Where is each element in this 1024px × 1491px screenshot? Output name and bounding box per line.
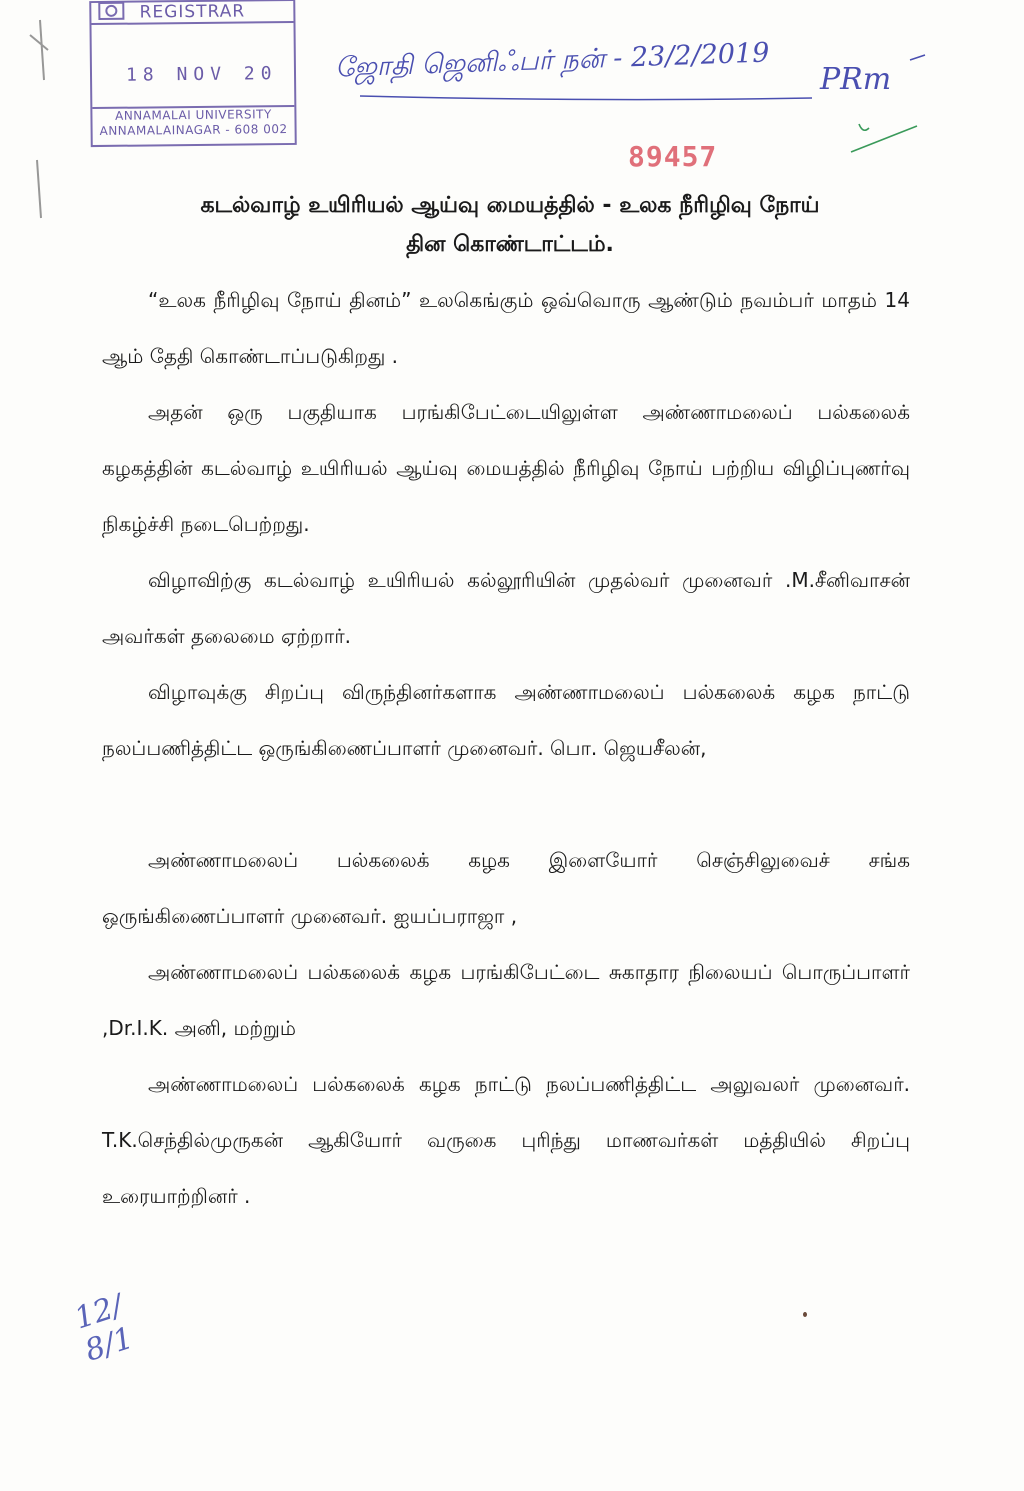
paragraph-text: விழாவிற்கு கடல்வாழ் உயிரியல் கல்லூரியின் முதல்வர் முனைவர் .M.சீனிவாசன் அவர்கள் தலைமை ஏற்றார். bbox=[102, 568, 910, 648]
paragraph-text: அண்ணாமலைப் பல்கலைக் கழக நாட்டு நலப்பணித்திட்ட அலுவலர் முனைவர். T.K.செந்தில்முருகன் ஆகியோர் வருகை புரிந்து மாணவர்கள் மத்தியில் சிறப்பு உரையாற்றினர் . bbox=[102, 1072, 910, 1208]
ink-dot bbox=[803, 1312, 807, 1317]
paragraph-2 bbox=[102, 384, 910, 552]
reference-number: 89457 bbox=[628, 140, 718, 173]
stamp-title: REGISTRAR bbox=[139, 1, 246, 23]
paragraph-3 bbox=[102, 552, 910, 664]
paragraph-5 bbox=[102, 832, 910, 944]
title-line-1: கடல்வாழ் உயிரியல் ஆய்வு மையத்தில் - உலக நீரிழிவு நோய் bbox=[200, 193, 820, 218]
document-title bbox=[100, 186, 920, 264]
title-line-2: தின கொண்டாட்டம். bbox=[406, 232, 614, 257]
paragraph-6 bbox=[102, 944, 910, 1056]
stamp-university-line1: ANNAMALAI UNIVERSITY bbox=[115, 107, 272, 123]
paragraph-text: விழாவுக்கு சிறப்பு விருந்தினர்களாக அண்ணாமலைப் பல்கலைக் கழக நாட்டு நலப்பணித்திட்ட ஒருங்கிணைப்பாளர் முனைவர். பொ. ஜெயசீலன், bbox=[102, 680, 910, 760]
paragraph-4 bbox=[102, 664, 910, 776]
paragraph-7 bbox=[102, 1056, 910, 1224]
paragraph-text: அண்ணாமலைப் பல்கலைக் கழக இளையோர் செஞ்சிலுவைச் சங்க ஒருங்கிணைப்பாளர் முனைவர். ஐயப்பராஜா , bbox=[102, 848, 910, 928]
bottom-handwritten-note bbox=[71, 1289, 138, 1369]
handwritten-initials: PRm bbox=[820, 62, 892, 97]
green-check-mark bbox=[845, 108, 925, 158]
paragraph-text: “உலக நீரிழிவு நோய் தினம்” உலகெங்கும் ஒவ்வொரு ஆண்டும் நவம்பர் மாதம் 14 ஆம் தேதி கொண்டாப்படுகிறது . bbox=[102, 288, 910, 368]
stamp-university-line2: ANNAMALAINAGAR - 608 002 bbox=[99, 122, 288, 138]
bottom-note-line1: 12/ bbox=[70, 1288, 128, 1337]
stamp-date: 18 NOV 20 bbox=[125, 63, 278, 86]
paragraph-1 bbox=[102, 272, 910, 384]
paragraph-text: அதன் ஒரு பகுதியாக பரங்கிபேட்டையிலுள்ள அண்ணாமலைப் பல்கலைக் கழகத்தின் கடல்வாழ் உயிரியல் ஆய்வு மையத்தில் நீரிழிவு நோய் பற்றிய விழிப்புணர்வு நிகழ்ச்சி நடைபெற்றது. bbox=[102, 400, 910, 536]
paragraph-text: அண்ணாமலைப் பல்கலைக் கழக பரங்கிபேட்டை சுகாதார நிலையப் பொருப்பாளர் ,Dr.I.K. அனி, மற்றும் bbox=[102, 960, 910, 1040]
bottom-note-line2: 8/1 bbox=[80, 1320, 138, 1369]
handwritten-note: ஜோதி ஜெனிஃபர் நன் - 23/2/2019 bbox=[334, 37, 770, 84]
